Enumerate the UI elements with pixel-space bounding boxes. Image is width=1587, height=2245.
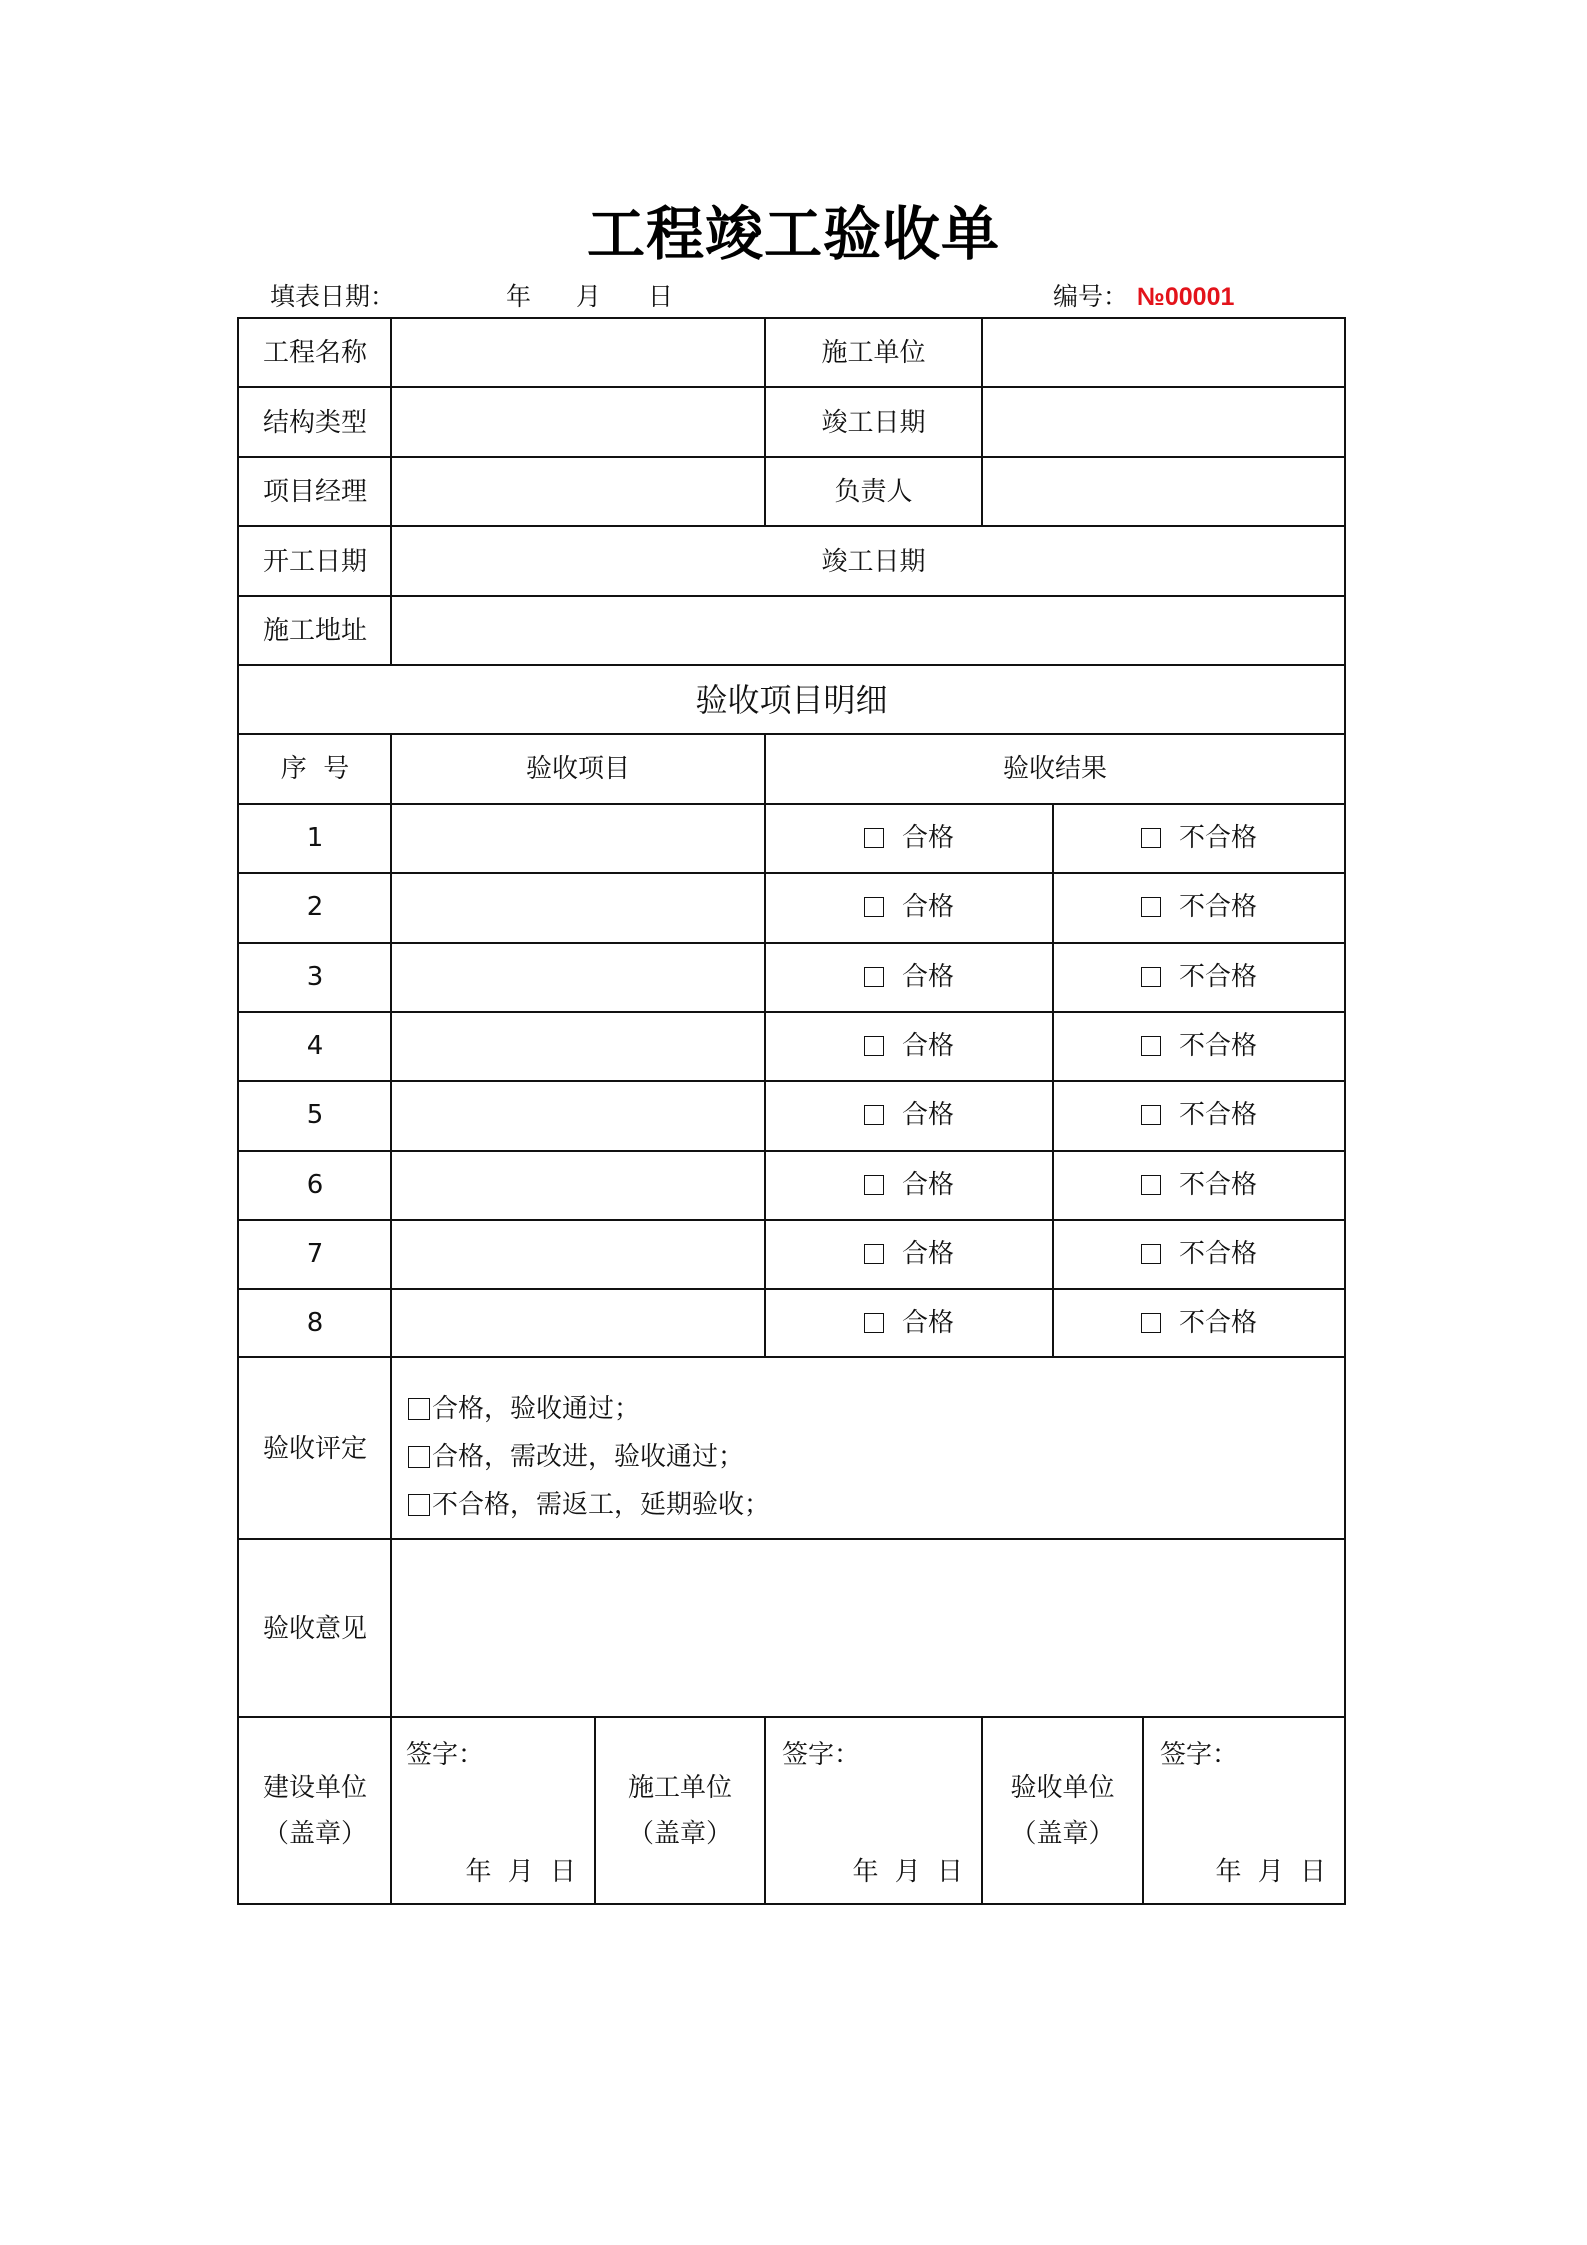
result-pass[interactable]	[766, 873, 1052, 941]
fail-label: 不合格	[1178, 1170, 1257, 1200]
sign-unit-inspector	[983, 1718, 1142, 1904]
sign-unit-contractor	[596, 1718, 764, 1904]
checkbox-icon[interactable]	[864, 1175, 884, 1195]
fail-label: 不合格	[1178, 1100, 1257, 1130]
inspection-item-field[interactable]	[392, 1289, 764, 1357]
row-number: 4	[306, 1031, 324, 1061]
label-person-in-charge: 负责人	[834, 476, 913, 507]
fill-date-year: 年	[506, 282, 532, 311]
result-pass[interactable]	[766, 1220, 1052, 1288]
result-fail[interactable]	[1054, 1289, 1344, 1357]
checkbox-icon[interactable]	[1141, 1313, 1161, 1333]
result-fail[interactable]	[1054, 943, 1344, 1011]
row-number: 1	[306, 823, 324, 853]
sign-label: 签字：	[1160, 1740, 1239, 1770]
project-name-field[interactable]	[392, 318, 764, 387]
document-title: 工程竣工验收单	[586, 200, 1000, 268]
checkbox-icon[interactable]	[1141, 1105, 1161, 1125]
fill-date-day: 日	[648, 282, 674, 311]
unit-label: 建设单位	[262, 1773, 367, 1803]
pass-label: 合格	[901, 1239, 954, 1269]
checkbox-icon[interactable]	[864, 828, 884, 848]
fail-label: 不合格	[1178, 1308, 1257, 1338]
unit-label: 验收单位	[1010, 1773, 1115, 1803]
result-pass[interactable]	[766, 943, 1052, 1011]
table-border-right	[1344, 317, 1346, 1905]
fail-label: 不合格	[1178, 892, 1257, 922]
col-header-item: 验收项目	[525, 753, 630, 784]
checkbox-icon[interactable]	[864, 1105, 884, 1125]
sign-label: 签字：	[406, 1740, 485, 1770]
evaluation-option-label: 合格，需改进，验收通过；	[432, 1442, 745, 1472]
site-address-field[interactable]	[392, 596, 1344, 665]
opinion-field[interactable]	[392, 1540, 1344, 1717]
pass-label: 合格	[901, 962, 954, 992]
checkbox-icon[interactable]	[1141, 1175, 1161, 1195]
label-structure-type: 结构类型	[262, 407, 367, 438]
construction-unit-field[interactable]	[983, 318, 1344, 387]
sign-date: 年 月 日	[1215, 1857, 1326, 1887]
label-project-name: 工程名称	[262, 337, 367, 368]
checkbox-icon[interactable]	[864, 1313, 884, 1333]
label-site-address: 施工地址	[262, 615, 367, 646]
seal-label: （盖章）	[262, 1819, 367, 1849]
inspection-item-field[interactable]	[392, 943, 764, 1011]
label-start-date: 开工日期	[262, 546, 367, 577]
evaluation-option-label: 合格，验收通过；	[432, 1394, 641, 1424]
label-opinion: 验收意见	[262, 1613, 367, 1644]
inspection-item-field[interactable]	[392, 1151, 764, 1219]
label-construction-unit: 施工单位	[821, 337, 926, 368]
pass-label: 合格	[901, 823, 954, 853]
result-fail[interactable]	[1054, 1220, 1344, 1288]
sign-label: 签字：	[782, 1740, 861, 1770]
pass-label: 合格	[901, 1100, 954, 1130]
checkbox-icon[interactable]	[864, 967, 884, 987]
checkbox-icon[interactable]	[864, 897, 884, 917]
row-number: 8	[306, 1308, 324, 1338]
result-pass[interactable]	[766, 1289, 1052, 1357]
col-header-result: 验收结果	[1002, 753, 1107, 784]
inspection-item-field[interactable]	[392, 1220, 764, 1288]
evaluation-options	[408, 1385, 770, 1529]
label-project-manager: 项目经理	[262, 476, 367, 507]
unit-label: 施工单位	[627, 1773, 732, 1803]
result-fail[interactable]	[1054, 1081, 1344, 1149]
checkbox-icon[interactable]	[864, 1036, 884, 1056]
fail-label: 不合格	[1178, 962, 1257, 992]
evaluation-option-fail[interactable]	[408, 1481, 770, 1529]
row-number: 7	[306, 1239, 324, 1269]
result-pass[interactable]	[766, 1081, 1052, 1149]
result-fail[interactable]	[1054, 804, 1344, 872]
inspection-item-field[interactable]	[392, 873, 764, 941]
sign-date: 年 月 日	[852, 1857, 963, 1887]
label-completion-date: 竣工日期	[821, 407, 926, 438]
checkbox-icon[interactable]	[1141, 897, 1161, 917]
checkbox-icon[interactable]	[1141, 1244, 1161, 1264]
fill-date-month: 月	[576, 282, 602, 311]
checkbox-icon[interactable]	[1141, 967, 1161, 987]
fail-label: 不合格	[1178, 1031, 1257, 1061]
row-number: 6	[306, 1170, 324, 1200]
completion-date-field[interactable]	[983, 388, 1344, 457]
inspection-item-field[interactable]	[392, 1081, 764, 1149]
evaluation-option-improve[interactable]	[408, 1433, 770, 1481]
project-manager-field[interactable]	[392, 457, 764, 526]
label-evaluation: 验收评定	[262, 1433, 367, 1464]
checkbox-icon[interactable]	[408, 1446, 430, 1468]
sign-area-inspector[interactable]	[1144, 1718, 1344, 1904]
label-completion-date-2: 竣工日期	[821, 546, 926, 577]
row-number: 3	[306, 962, 324, 992]
result-pass[interactable]	[766, 1151, 1052, 1219]
section-title-details: 验收项目明细	[695, 680, 888, 719]
checkbox-icon[interactable]	[408, 1494, 430, 1516]
checkbox-icon[interactable]	[864, 1244, 884, 1264]
result-fail[interactable]	[1054, 1151, 1344, 1219]
structure-type-field[interactable]	[392, 388, 764, 457]
fill-date-label: 填表日期：	[270, 282, 396, 311]
checkbox-icon[interactable]	[408, 1398, 430, 1420]
start-date-field[interactable]	[392, 527, 764, 596]
result-fail[interactable]	[1054, 1012, 1344, 1080]
evaluation-option-label: 不合格，需返工，延期验收；	[432, 1490, 771, 1520]
fail-label: 不合格	[1178, 1239, 1257, 1269]
pass-label: 合格	[901, 892, 954, 922]
inspection-item-field[interactable]	[392, 804, 764, 872]
number-value: №00001	[1137, 283, 1235, 311]
row-number: 2	[306, 892, 324, 922]
fail-label: 不合格	[1178, 823, 1257, 853]
col-header-no: 序 号	[280, 753, 350, 784]
seal-label: （盖章）	[1010, 1819, 1115, 1849]
checkbox-icon[interactable]	[1141, 1036, 1161, 1056]
completion-date-2-field[interactable]	[983, 527, 1344, 596]
result-fail[interactable]	[1054, 873, 1344, 941]
row-number: 5	[306, 1100, 324, 1130]
pass-label: 合格	[901, 1031, 954, 1061]
pass-label: 合格	[901, 1170, 954, 1200]
checkbox-icon[interactable]	[1141, 828, 1161, 848]
inspection-item-field[interactable]	[392, 1012, 764, 1080]
number-label: 编号：	[1053, 282, 1129, 311]
sign-area-owner[interactable]	[392, 1718, 594, 1904]
evaluation-option-pass[interactable]	[408, 1385, 770, 1433]
sign-unit-owner	[239, 1718, 391, 1904]
seal-label: （盖章）	[627, 1819, 732, 1849]
sign-area-contractor[interactable]	[766, 1718, 981, 1904]
pass-label: 合格	[901, 1308, 954, 1338]
person-in-charge-field[interactable]	[983, 457, 1344, 526]
sign-date: 年 月 日	[465, 1857, 576, 1887]
result-pass[interactable]	[766, 804, 1052, 872]
result-pass[interactable]	[766, 1012, 1052, 1080]
